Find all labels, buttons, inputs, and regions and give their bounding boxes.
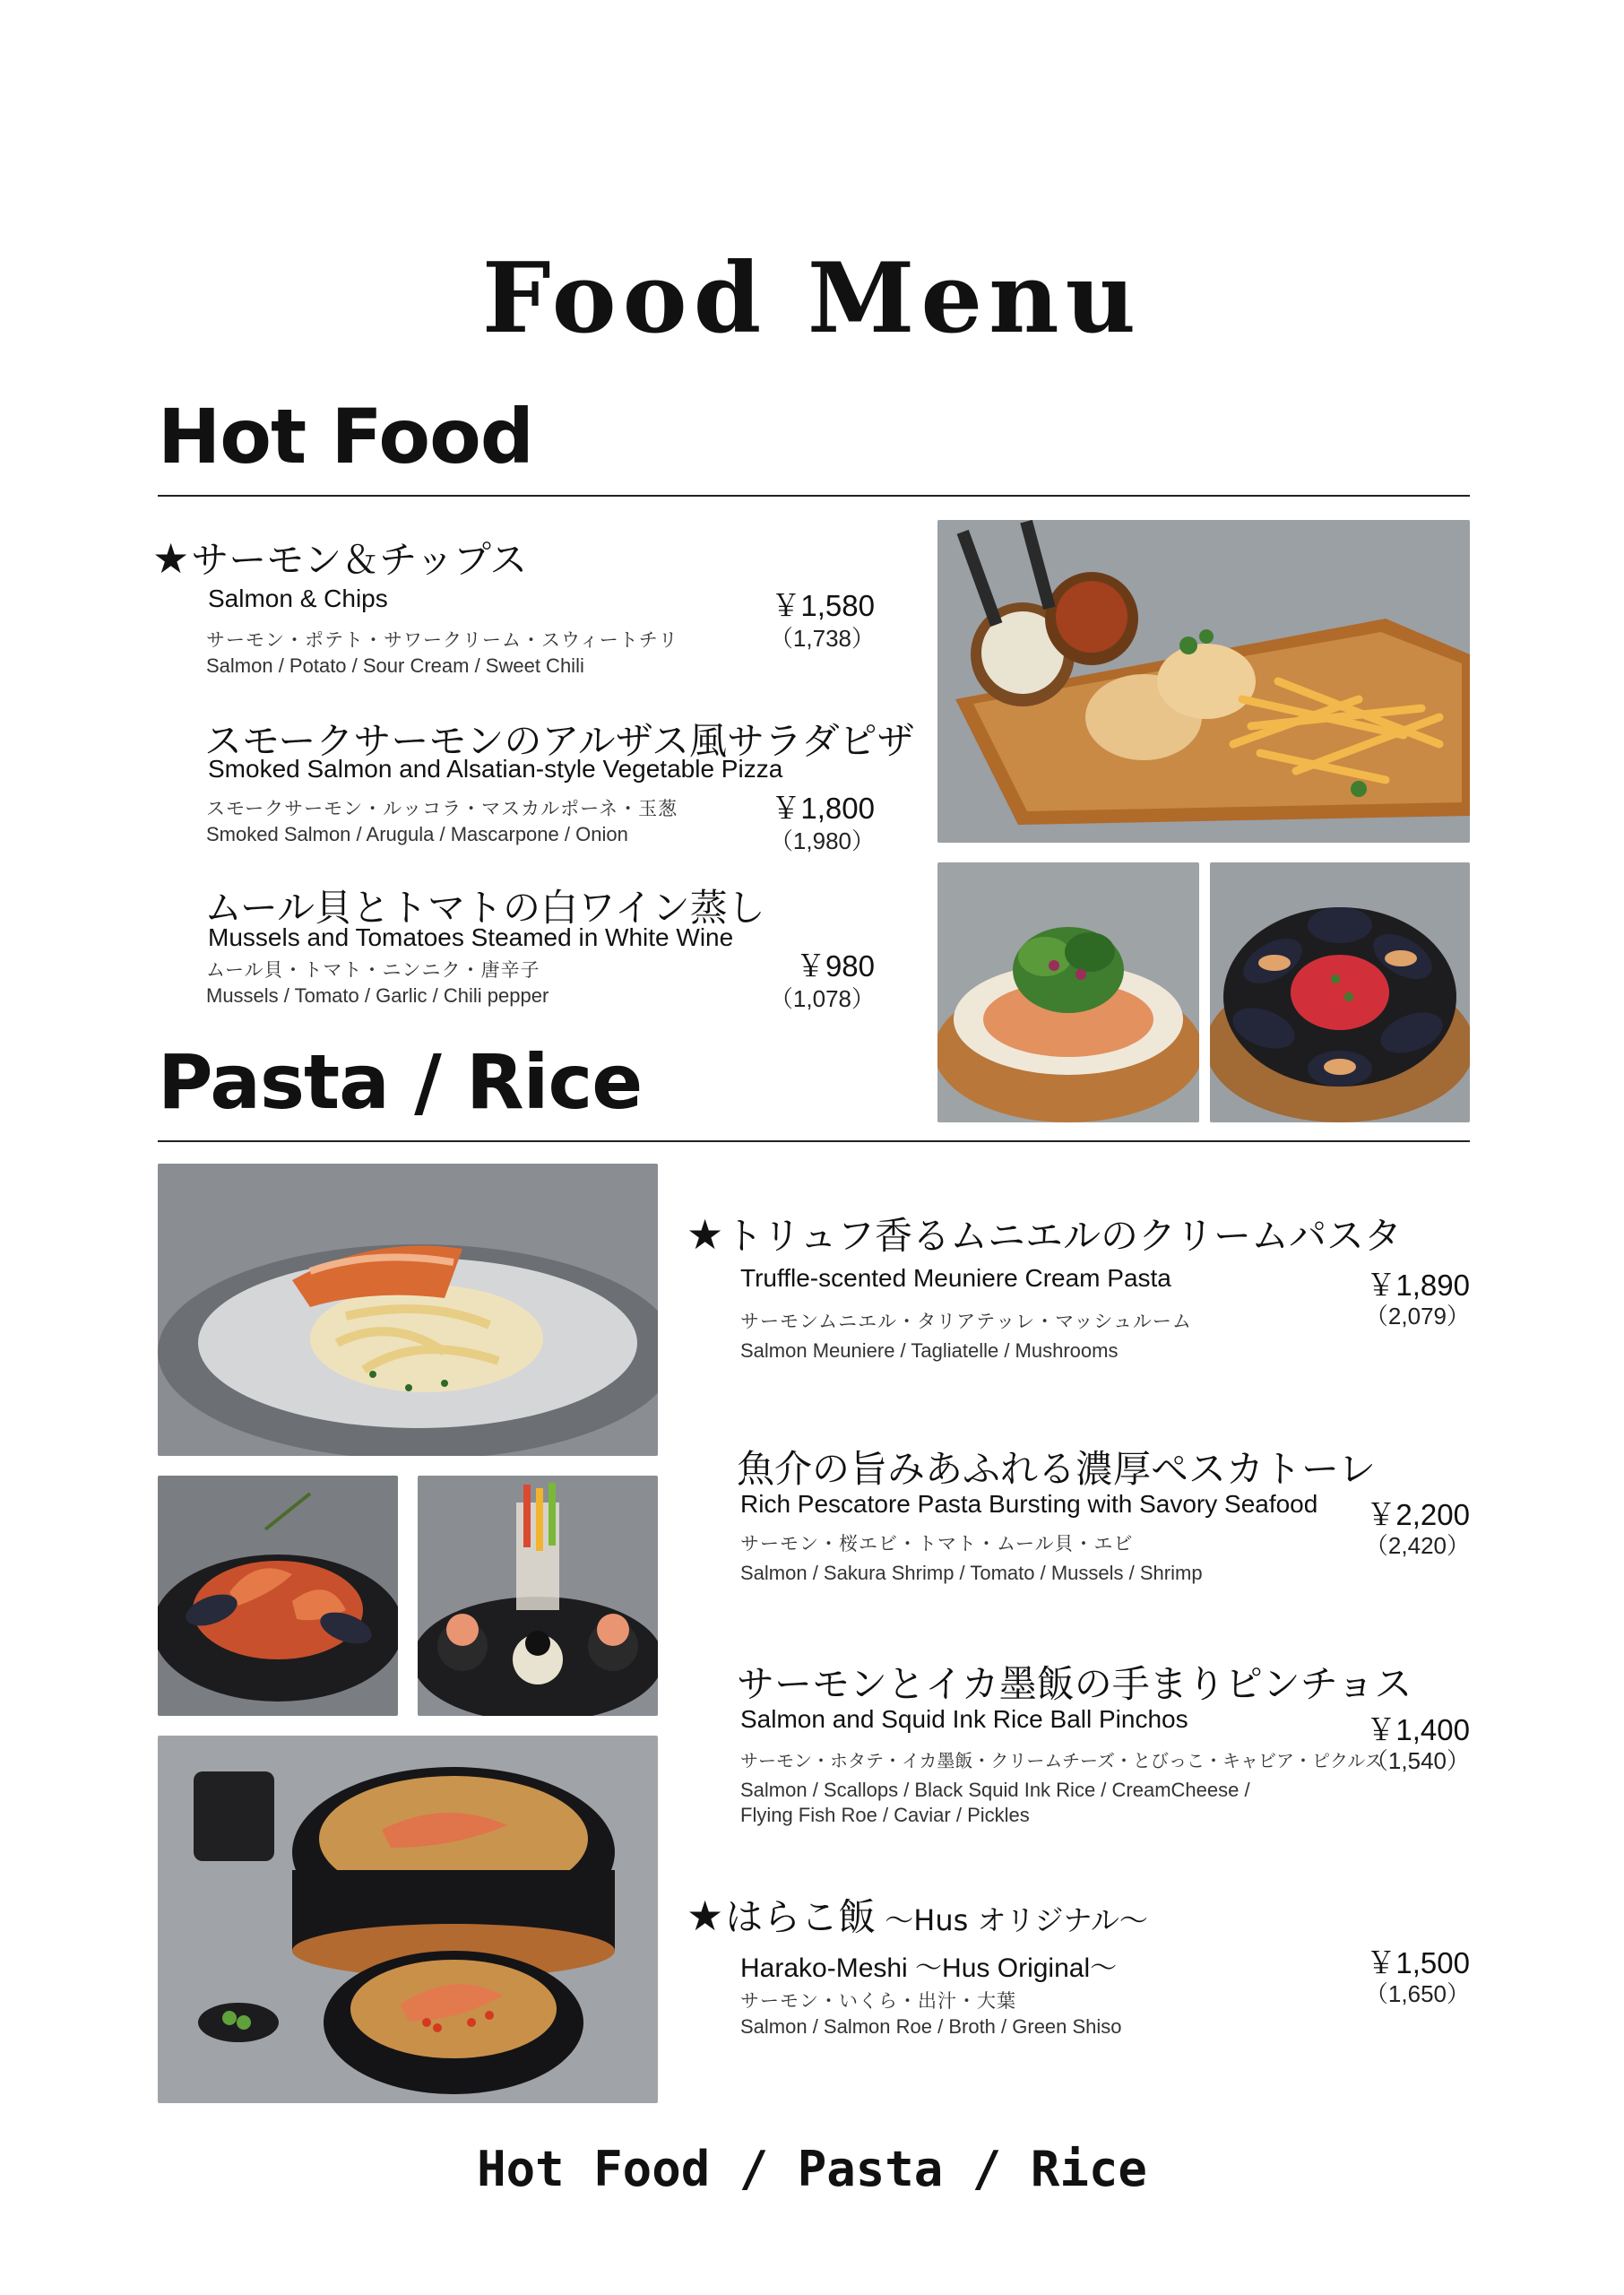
menu-item-price-tax: （2,079） [1364,1303,1470,1329]
menu-item-ingredients-en: Mussels / Tomato / Garlic / Chili pepper [206,984,549,1007]
menu-item-price-tax: （1,980） [769,827,875,854]
menu-item-ingredients-jp: サーモンムニエル・タリアテッレ・マッシュルーム [740,1312,1192,1332]
salmon-pizza-photo [937,862,1199,1122]
pescatore-photo [158,1476,398,1716]
salmon-and-chips-photo [937,520,1470,843]
menu-item-price-tax: （1,738） [769,625,875,652]
section-title-pasta-rice: Pasta / Rice [158,1038,643,1126]
menu-item-title-jp: ★サーモン＆チップス [152,534,528,583]
menu-item-ingredients-jp: サーモン・ホタテ・イカ墨飯・クリームチーズ・とびっこ・キャビア・ピクルス [740,1752,1383,1771]
menu-item-price: ￥1,400 [1366,1713,1470,1746]
menu-item-ingredients-jp: サーモン・ポテト・サワークリーム・スウィートチリ [206,630,678,651]
star-icon: ★ [687,1892,724,1940]
menu-item-price-tax: （1,650） [1364,1980,1470,2007]
menu-item-ingredients-en-line2: Flying Fish Roe / Caviar / Pickles [740,1804,1030,1826]
menu-item-title-en: Rich Pescatore Pasta Bursting with Savory Seafood [740,1490,1318,1518]
menu-item-price: ￥980 [795,949,875,983]
menu-item-ingredients-jp: サーモン・いくら・出汁・大葉 [740,1991,1016,2012]
star-icon: ★ [687,1210,724,1259]
menu-item-ingredients-en: Salmon / Potato / Sour Cream / Sweet Chili [206,654,584,677]
menu-item-price: ￥1,890 [1366,1269,1470,1302]
menu-item-title-jp: ★はらこ飯 ～Hus オリジナル～ [687,1892,1148,1940]
section-divider [158,1140,1470,1142]
menu-item-ingredients-jp: ムール貝・トマト・ニンニク・唐辛子 [206,960,540,981]
menu-item-ingredients-jp: サーモン・桜エビ・トマト・ムール貝・エビ [740,1534,1134,1555]
menu-item-title-en: Salmon & Chips [208,585,388,612]
menu-item-price: ￥1,500 [1366,1946,1470,1979]
menu-item-title-jp: 魚介の旨みあふれる濃厚ペスカトーレ [737,1447,1377,1491]
menu-item-price-tax: （1,078） [769,985,875,1012]
menu-item-title-en: Truffle-scented Meuniere Cream Pasta [740,1264,1171,1292]
menu-item-price: ￥2,200 [1366,1498,1470,1531]
menu-item-title-en: Harako-Meshi ～Hus Original～ [740,1953,1118,1983]
menu-item-price: ￥1,580 [771,589,875,622]
menu-item-price-tax: （2,420） [1364,1532,1470,1559]
menu-item-title-jp: スモークサーモンのアルザス風サラダピザ [204,719,915,763]
page-title: Food Menu [481,242,1143,355]
page-footer: Hot Food / Pasta / Rice [477,2141,1147,2197]
section-divider [158,495,1470,497]
section-title-hot-food: Hot Food [158,393,533,481]
menu-item-title-en: Salmon and Squid Ink Rice Ball Pinchos [740,1705,1188,1733]
mussels-photo [1210,862,1470,1122]
star-icon: ★ [152,534,190,583]
menu-item-price: ￥1,800 [771,792,875,825]
menu-item-title-jp: サーモンとイカ墨飯の手まりピンチョス [737,1662,1412,1706]
menu-item-price-tax: （1,540） [1364,1747,1470,1774]
menu-item-ingredients-en: Salmon Meuniere / Tagliatelle / Mushrooms [740,1339,1119,1362]
pinchos-photo [418,1476,658,1716]
menu-item-ingredients-en: Salmon / Sakura Shrimp / Tomato / Mussels / Shrimp [740,1562,1203,1584]
menu-item-ingredients-jp: スモークサーモン・ルッコラ・マスカルポーネ・玉葱 [206,799,678,819]
harako-meshi-photo [158,1736,658,2103]
menu-item-title-en: Smoked Salmon and Alsatian-style Vegetable Pizza [208,755,783,783]
menu-item-ingredients-en: Smoked Salmon / Arugula / Mascarpone / Onion [206,823,628,845]
menu-item-title-jp: ムール貝とトマトの白ワイン蒸し [204,886,765,930]
menu-item-ingredients-en: Salmon / Salmon Roe / Broth / Green Shiso [740,2015,1122,2038]
menu-item-ingredients-en: Salmon / Scallops / Black Squid Ink Rice / CreamCheese / [740,1779,1250,1801]
menu-item-title-en: Mussels and Tomatoes Steamed in White Wine [208,923,734,951]
menu-item-title-jp-suffix: ～Hus オリジナル～ [885,1903,1148,1937]
cream-pasta-photo [158,1164,658,1456]
menu-item-title-jp: ★トリュフ香るムニエルのクリームパスタ [687,1210,1402,1259]
